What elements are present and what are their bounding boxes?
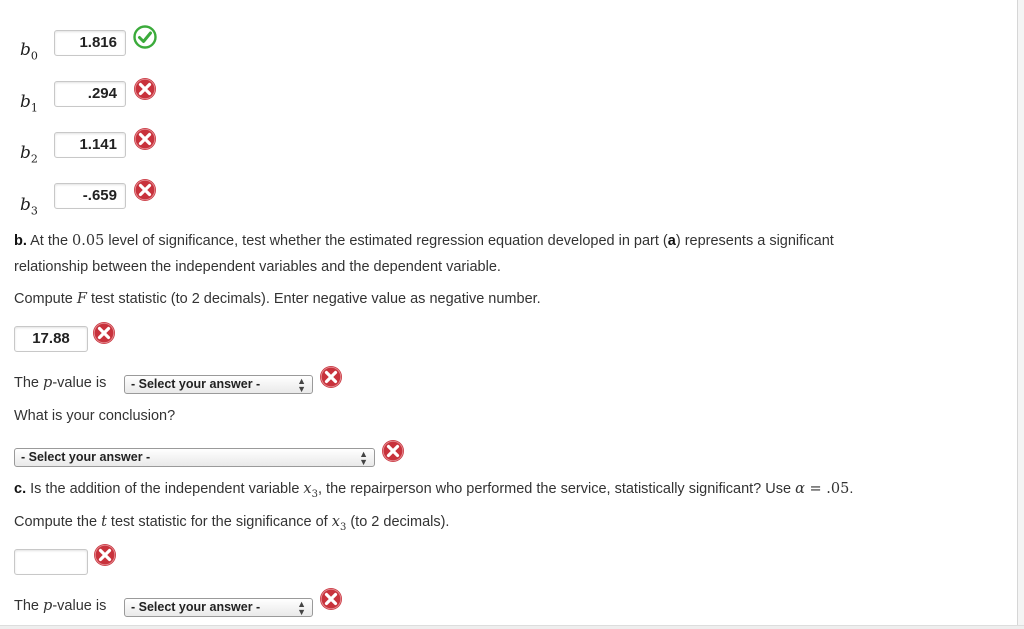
window-frame-right	[1017, 0, 1024, 629]
coef-input-b3[interactable]: -.659	[54, 183, 126, 209]
coef-input-b1[interactable]: .294	[54, 81, 126, 107]
window-frame-bottom	[0, 625, 1024, 629]
coef-label-b0: $b_0$	[20, 40, 38, 63]
part-c-question: c. Is the addition of the independent variable $x_3$, the repairperson who performed the service, statistically significant? Use α = .05.	[14, 481, 854, 500]
part-c-compute-t-instruction: Compute the t test statistic for the significance of $x_3$ (to 2 decimals).	[14, 514, 450, 533]
part-b-question-line1: b. At the 0.05 level of significance, test whether the estimated regression equation developed in part (a) represents a significant	[14, 233, 834, 249]
t-statistic-input[interactable]	[14, 549, 88, 575]
conclusion-question: What is your conclusion?	[14, 408, 176, 424]
part-b-pvalue-select[interactable]: - Select your answer - ▲ ▼	[124, 375, 313, 394]
x-circle-icon	[319, 365, 343, 389]
select-arrows-icon: ▲ ▼	[297, 376, 306, 394]
coef-input-b2[interactable]: 1.141	[54, 132, 126, 158]
part-b-compute-f-instruction: Compute F test statistic (to 2 decimals). Enter negative value as negative number.	[14, 291, 541, 307]
x-circle-icon	[133, 127, 157, 151]
part-c-pvalue-row: The p-value is	[14, 598, 107, 614]
part-c-pvalue-select[interactable]: - Select your answer - ▲ ▼	[124, 598, 313, 617]
select-arrows-icon: ▲ ▼	[297, 599, 306, 617]
x-circle-icon	[133, 77, 157, 101]
conclusion-select[interactable]: - Select your answer - ▲ ▼	[14, 448, 375, 467]
coef-label-b3: $b_3$	[20, 195, 38, 218]
coef-label-b1: $b_1$	[20, 92, 38, 115]
x-circle-icon	[381, 439, 405, 463]
part-b-pvalue-row: The p-value is	[14, 375, 107, 391]
x-circle-icon	[319, 587, 343, 611]
x-circle-icon	[93, 543, 117, 567]
part-b-question-line2: relationship between the independent variables and the dependent variable.	[14, 259, 501, 275]
x-circle-icon	[92, 321, 116, 345]
select-arrows-icon: ▲ ▼	[359, 449, 368, 467]
check-circle-icon	[133, 25, 157, 49]
coef-input-b0[interactable]: 1.816	[54, 30, 126, 56]
f-statistic-input[interactable]: 17.88	[14, 326, 88, 352]
coef-label-b2: $b_2$	[20, 143, 38, 166]
x-circle-icon	[133, 178, 157, 202]
